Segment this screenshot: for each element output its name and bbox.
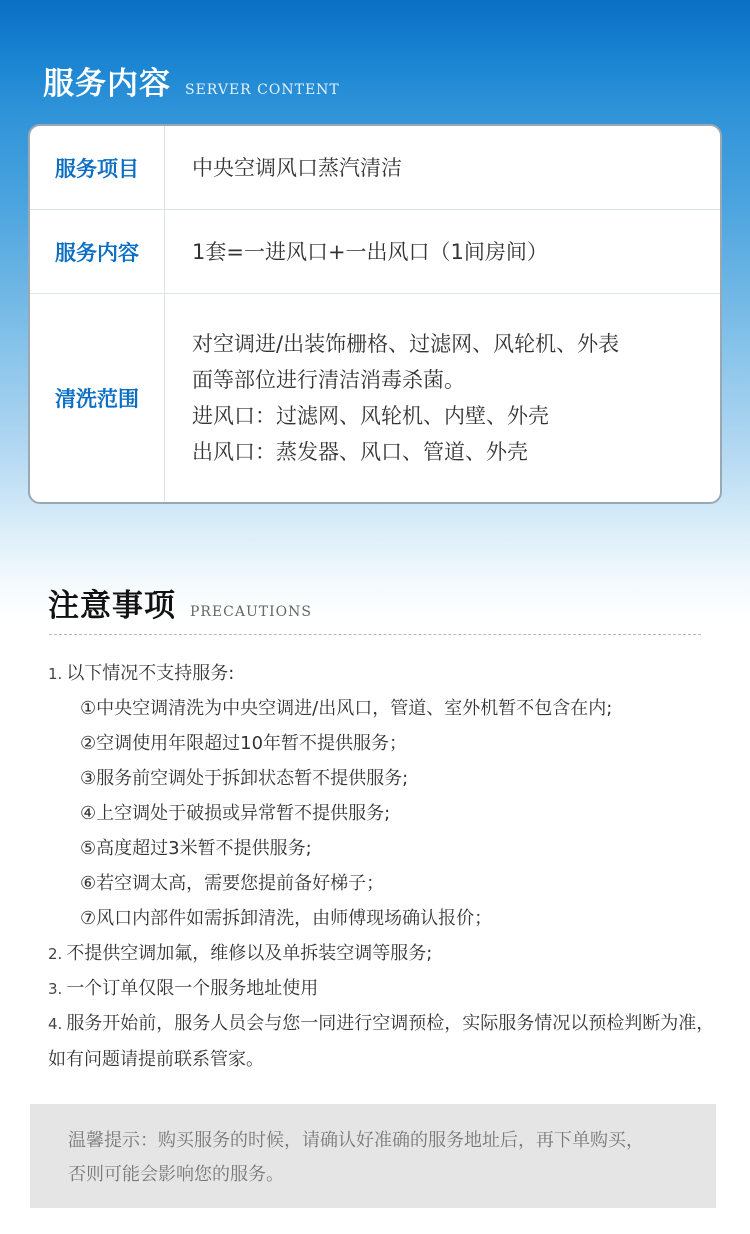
row-value-line: 出风口：蒸发器、风口、管道、外壳	[192, 440, 528, 464]
row-label: 服务内容	[30, 210, 165, 293]
notice-sub-item: ⑥若空调太高，需要您提前备好梯子；	[80, 873, 385, 894]
notice-title-en: PRECAUTIONS	[190, 604, 312, 620]
row-value	[165, 126, 720, 209]
notice-number: 3.	[48, 980, 63, 998]
service-info-table	[28, 124, 722, 504]
notice-sub-item: ⑦风口内部件如需拆卸清洗，由师傅现场确认报价；	[80, 908, 493, 929]
notice-sub-item: ④上空调处于破损或异常暂不提供服务;	[80, 803, 391, 824]
row-value	[165, 294, 720, 502]
notice-title-cn: 注意事项	[48, 588, 176, 624]
row-label: 清洗范围	[30, 294, 165, 502]
service-item-row	[30, 126, 720, 210]
notice-number: 1.	[48, 665, 63, 683]
warm-tip-box	[30, 1104, 716, 1208]
row-value-line: 中央空调风口蒸汽清洁	[192, 155, 402, 180]
notice-number: 2.	[48, 945, 63, 963]
notice-item	[48, 1006, 718, 1078]
row-value-line: 进风口：过滤网、风轮机、内壁、外壳	[192, 404, 549, 428]
notice-text: 一个订单仅限一个服务地址使用	[66, 978, 319, 999]
dashed-divider	[49, 634, 701, 635]
service-title-cn: 服务内容	[43, 66, 171, 102]
tip-line: 温馨提示：购买服务的时候，请确认好准确的服务地址后，再下单购买，	[68, 1130, 644, 1151]
notice-item	[48, 656, 718, 691]
notice-sub-item: ②空调使用年限超过10年暂不提供服务；	[80, 733, 408, 754]
row-value-line: 面等部位进行清洁消毒杀菌。	[192, 368, 465, 392]
tip-line: 否则可能会影响您的服务。	[68, 1164, 284, 1185]
service-section-title	[43, 58, 340, 103]
row-label: 服务项目	[30, 126, 165, 209]
notice-list	[48, 656, 718, 1078]
notice-text: 以下情况不支持服务:	[66, 663, 235, 684]
row-value	[165, 210, 720, 293]
row-value-line: 1套=一进风口+一出风口（1间房间）	[192, 239, 548, 264]
service-title-en: SERVER CONTENT	[185, 82, 340, 98]
notice-text: 不提供空调加氟，维修以及单拆装空调等服务;	[66, 943, 433, 964]
notice-sub-item: ③服务前空调处于拆卸状态暂不提供服务;	[80, 768, 409, 789]
notice-sub-item: ①中央空调清洗为中央空调进/出风口，管道、室外机暂不包含在内;	[80, 698, 613, 719]
notice-text: 服务开始前，服务人员会与您一同进行空调预检，实际服务情况以预检判断为准，如有问题请提前联系管家。	[48, 1013, 715, 1070]
cleaning-scope-row	[30, 294, 720, 502]
service-content-row	[30, 210, 720, 294]
notice-sub-item: ⑤高度超过3米暂不提供服务;	[80, 838, 312, 859]
notice-number: 4.	[48, 1015, 63, 1033]
notice-section-title	[48, 580, 312, 625]
notice-item	[48, 936, 718, 971]
row-value-line: 对空调进/出装饰栅格、过滤网、风轮机、外表	[192, 332, 620, 356]
notice-item	[48, 971, 718, 1006]
